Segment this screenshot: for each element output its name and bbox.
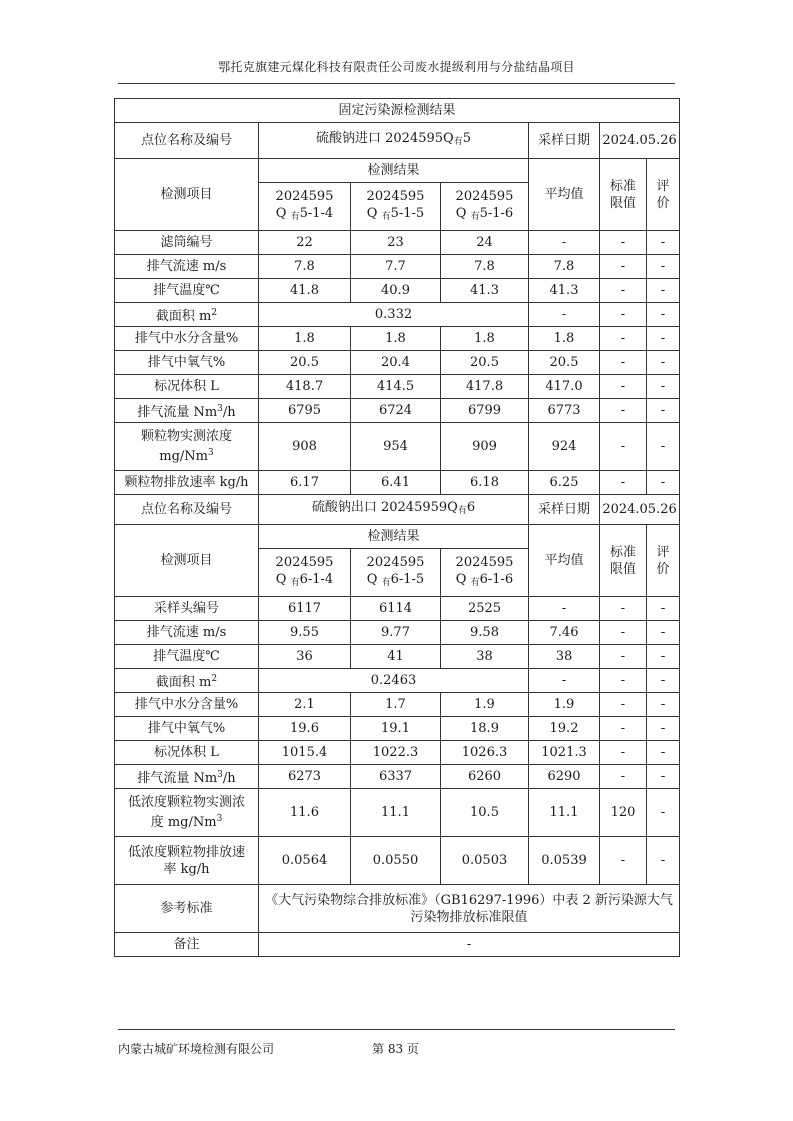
table-row: 排气中氧气% 20.5 20.4 20.5 20.5 - - <box>115 351 680 375</box>
sample-date-label: 采样日期 <box>529 495 600 525</box>
table-row: 排气中水分含量% 2.1 1.7 1.9 1.9 - - <box>115 693 680 717</box>
test-item-label: 检测项目 <box>115 159 259 231</box>
std-limit-label: 标准 限值 <box>600 525 647 597</box>
footer-company: 内蒙古城矿环境检测有限公司 <box>118 1042 275 1056</box>
remarks-label: 备注 <box>115 933 259 957</box>
results-table <box>114 98 680 957</box>
average-label: 平均值 <box>529 525 600 597</box>
reference-label: 参考标准 <box>115 885 259 933</box>
table-row: 标况体积 L 418.7 414.5 417.8 417.0 - - <box>115 375 680 399</box>
table-row: 低浓度颗粒物排放速 率 kg/h 0.0564 0.0550 0.0503 0.0539 - - <box>115 837 680 885</box>
header-rule <box>118 83 675 84</box>
sample-date-value: 2024.05.26 <box>600 123 680 159</box>
remarks-value: - <box>259 933 680 957</box>
table-row: 排气中水分含量% 1.8 1.8 1.8 1.8 - - <box>115 327 680 351</box>
footer-rule <box>118 1029 675 1030</box>
page-header: 鄂托克旗建元煤化科技有限责任公司废水提级利用与分盐结晶项目 <box>218 60 575 74</box>
point-name-value: 硫酸钠进口 2024595Q有5 <box>259 123 529 159</box>
page-number: 第 83 页 <box>372 1042 419 1056</box>
remarks-row <box>115 933 680 957</box>
sample-id: 2024595 Q 有5-1-5 <box>351 183 441 231</box>
point-name-label: 点位名称及编号 <box>115 123 259 159</box>
section-title-row <box>115 99 680 123</box>
reference-row <box>115 885 680 933</box>
table-row: 排气流量 Nm$^3$/h 6273 6337 6260 6290 - - <box>115 765 680 789</box>
average-label: 平均值 <box>529 159 600 231</box>
evaluation-label: 评 价 <box>647 525 680 597</box>
sample-id: 2024595 Q 有6-1-4 <box>259 549 351 597</box>
point-name-value: 硫酸钠出口 20245959Q有6 <box>259 495 529 525</box>
table-row: 截面积 $m^2$ 0.332 - - - <box>115 303 680 327</box>
table-row: 排气流速 m/s 9.55 9.77 9.58 7.46 - - <box>115 621 680 645</box>
sample-id: 2024595 Q 有6-1-5 <box>351 549 441 597</box>
section-title: 固定污染源检测结果 <box>115 99 680 123</box>
table-row: 截面积 $m^2$ 0.2463 - - - <box>115 669 680 693</box>
reference-value: 《大气污染物综合排放标准》（GB16297-1996）中表 2 新污染源大气污染物排放标准限值 <box>259 885 680 933</box>
header-row-1 <box>115 159 680 183</box>
std-limit-label: 标准 限值 <box>600 159 647 231</box>
table-row: 标况体积 L 1015.4 1022.3 1026.3 1021.3 - - <box>115 741 680 765</box>
test-results-label: 检测结果 <box>259 525 529 549</box>
point-row <box>115 123 680 159</box>
table-row: 滤筒编号 22 23 24 - - - <box>115 231 680 255</box>
test-item-label: 检测项目 <box>115 525 259 597</box>
sample-date-label: 采样日期 <box>529 123 600 159</box>
table-row: 排气流速 m/s 7.8 7.7 7.8 7.8 - - <box>115 255 680 279</box>
table-row: 排气温度℃ 36 41 38 38 - - <box>115 645 680 669</box>
table-row: 采样头编号 6117 6114 2525 - - - <box>115 597 680 621</box>
sample-id: 2024595 Q 有5-1-6 <box>441 183 529 231</box>
header-row-1 <box>115 525 680 549</box>
table-row: 颗粒物实测浓度 mg/Nm$^3$ 908 954 909 924 - - <box>115 423 680 471</box>
table-row: 颗粒物排放速率 kg/h 6.17 6.41 6.18 6.25 - - <box>115 471 680 495</box>
table-row: 排气中氧气% 19.6 19.1 18.9 19.2 - - <box>115 717 680 741</box>
evaluation-label: 评 价 <box>647 159 680 231</box>
sample-date-value: 2024.05.26 <box>600 495 680 525</box>
table-row: 排气温度℃ 41.8 40.9 41.3 41.3 - - <box>115 279 680 303</box>
table-row: 低浓度颗粒物实测浓 度 mg/Nm$^3$ 11.6 11.1 10.5 11.1 120 - <box>115 789 680 837</box>
sample-id: 2024595 Q 有6-1-6 <box>441 549 529 597</box>
point-name-label: 点位名称及编号 <box>115 495 259 525</box>
test-results-label: 检测结果 <box>259 159 529 183</box>
point-row <box>115 495 680 525</box>
sample-id: 2024595 Q 有5-1-4 <box>259 183 351 231</box>
table-row: 排气流量 Nm$^3$/h 6795 6724 6799 6773 - - <box>115 399 680 423</box>
